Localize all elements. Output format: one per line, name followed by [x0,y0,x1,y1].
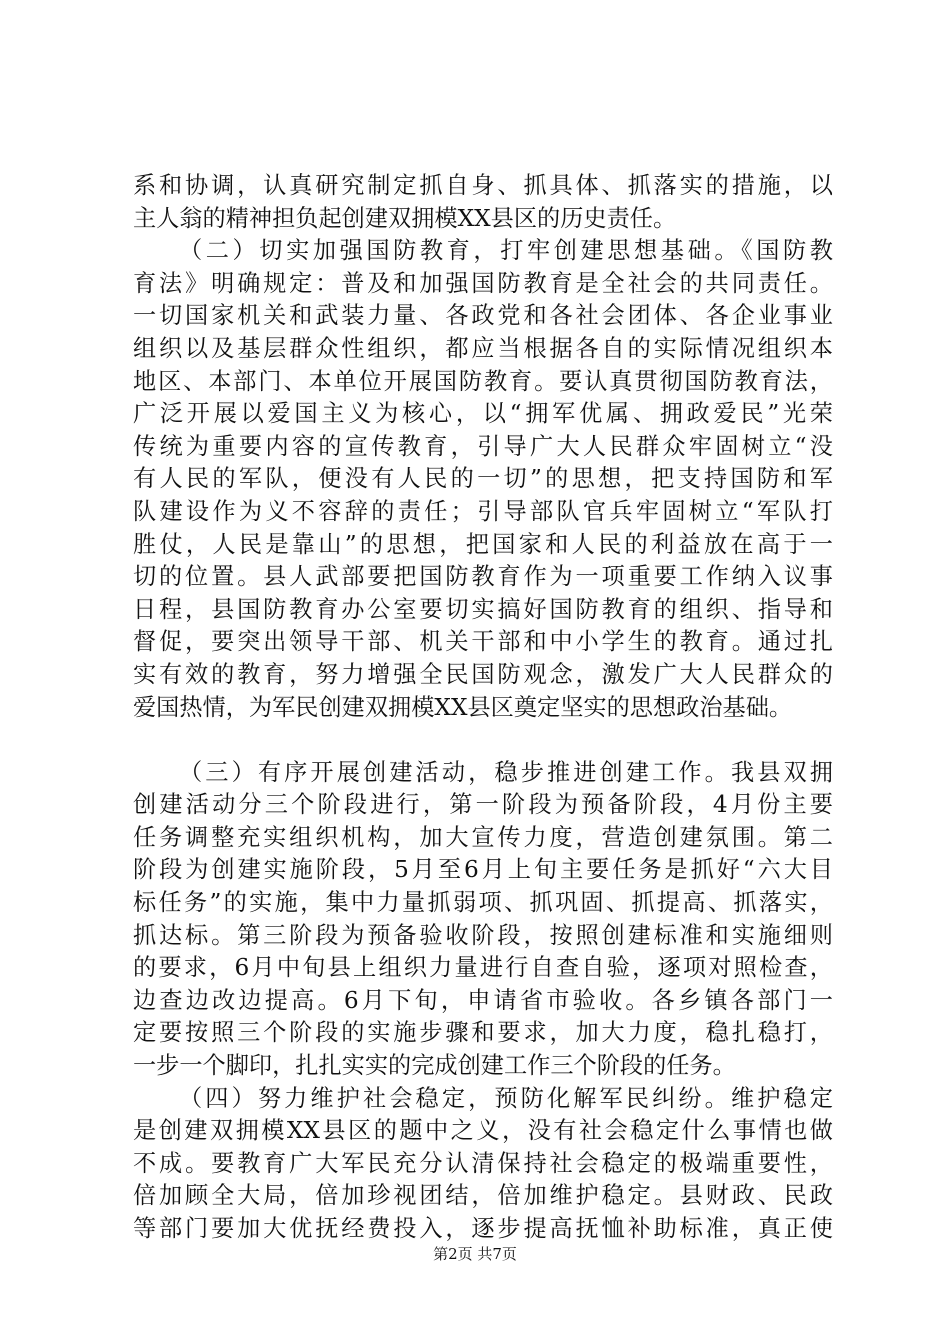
text-line: （二）切实加强国防教育，打牢创建思想基础。《国防教 [179,237,833,265]
text-line: 督促，要突出领导干部、机关干部和中小学生的教育。通过扎 [133,628,833,656]
page-number: 第2页 共7页 [433,1245,517,1263]
text-line: 任务调整充实组织机构，加大宣传力度，营造创建氛围。第二 [133,823,833,851]
text-line: 爱国热情，为军民创建双拥模XX县区奠定坚实的思想政治基础。 [133,693,793,721]
text-line: 胜仗，人民是靠山”的思想，把国家和人民的利益放在高于一 [133,530,833,558]
body-text [133,170,833,1246]
text-line: 定要按照三个阶段的实施步骤和要求，加大力度，稳扎稳打， [133,1019,833,1047]
text-line: 传统为重要内容的宣传教育，引导广大人民群众牢固树立“没 [133,432,833,460]
text-line: 是创建双拥模XX县区的题中之义，没有社会稳定什么事情也做 [133,1117,833,1145]
paragraph-1 [133,170,833,235]
text-line: 队建设作为义不容辞的责任；引导部队官兵牢固树立“军队打 [133,497,833,525]
text-line: （四）努力维护社会稳定，预防化解军民纠纷。维护稳定 [179,1084,833,1112]
text-line: 抓达标。第三阶段为预备验收阶段，按照创建标准和实施细则 [133,921,833,949]
text-line: 系和协调，认真研究制定抓自身、抓具体、抓落实的措施，以 [133,172,833,199]
text-line: （三）有序开展创建活动，稳步推进创建工作。我县双拥 [179,758,833,786]
text-line: 边查边改边提高。6月下旬，申请省市验收。各乡镇各部门一 [133,986,833,1014]
paragraph-4 [133,1083,833,1246]
paragraph-gap [133,724,833,757]
text-line: 主人翁的精神担负起创建双拥模XX县区的历史责任。 [133,204,677,232]
text-line: 一切国家机关和武装力量、各政党和各社会团体、各企业事业 [133,302,833,330]
text-line: 标任务”的实施，集中力量抓弱项、抓巩固、抓提高、抓落实， [133,889,833,917]
text-line: 创建活动分三个阶段进行，第一阶段为预备阶段，4月份主要 [133,791,833,819]
text-line: 切的位置。县人武部要把国防教育作为一项重要工作纳入议事 [133,563,833,591]
text-line: 有人民的军队，便没有人民的一切”的思想，把支持国防和军 [133,465,833,493]
text-line: 组织以及基层群众性组织，都应当根据各自的实际情况组织本 [133,334,833,362]
text-line: 地区、本部门、本单位开展国防教育。要认真贯彻国防教育法， [133,367,833,395]
text-line: 的要求，6月中旬县上组织力量进行自查自验，逐项对照检查， [133,954,833,982]
text-line: 实有效的教育，努力增强全民国防观念，激发广大人民群众的 [133,660,833,688]
text-line: 不成。要教育广大军民充分认清保持社会稳定的极端重要性， [133,1149,833,1177]
text-line: 一步一个脚印，扎扎实实的完成创建工作三个阶段的任务。 [133,1052,736,1080]
text-line: 等部门要加大优抚经费投入，逐步提高抚恤补助标准，真正使 [133,1215,833,1242]
text-line: 育法》明确规定：普及和加强国防教育是全社会的共同责任。 [133,269,833,297]
text-line: 倍加顾全大局，倍加珍视团结，倍加维护稳定。县财政、民政 [133,1182,833,1210]
text-line: 广泛开展以爱国主义为核心，以“拥军优属、拥政爱民”光荣 [133,400,833,428]
page-footer [0,1243,950,1264]
paragraph-2 [133,235,833,724]
paragraph-3 [133,757,833,1083]
text-line: 日程，县国防教育办公室要切实搞好国防教育的组织、指导和 [133,595,833,623]
text-line: 阶段为创建实施阶段，5月至6月上旬主要任务是抓好“六大目 [133,856,833,884]
